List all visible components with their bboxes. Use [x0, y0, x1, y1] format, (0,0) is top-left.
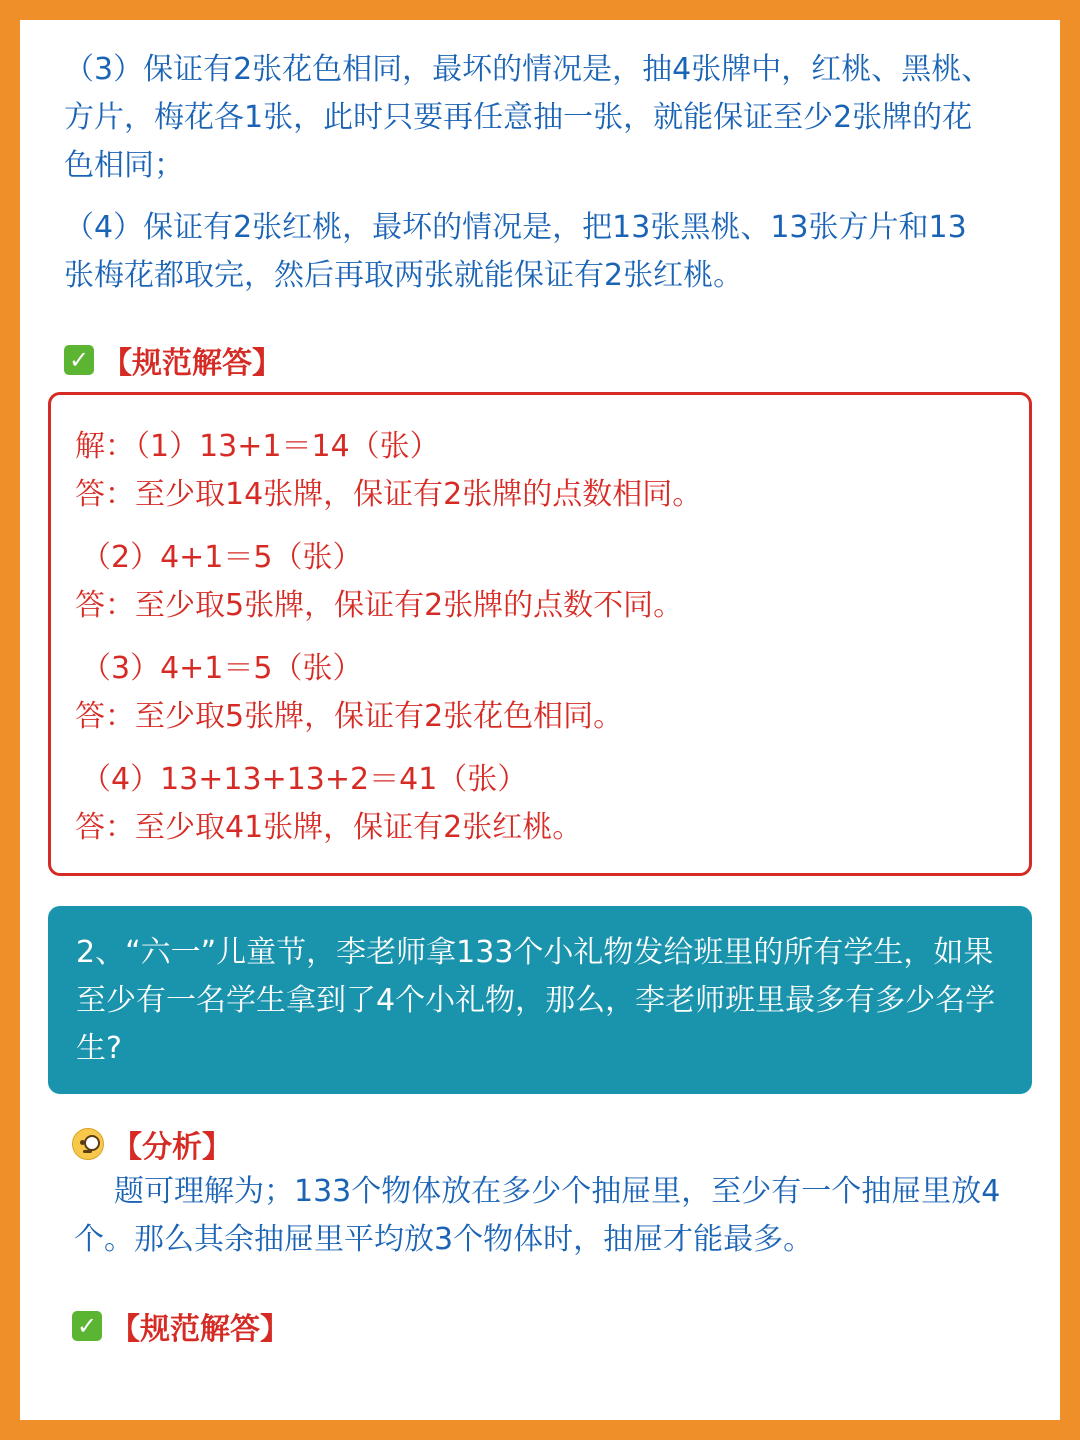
analysis-text: 题可理解为；133个物体放在多少个抽屉里，至少有一个抽屉里放4个。那么其余抽屉里平均放3个物体时，抽屉才能最多。 — [74, 1174, 1001, 1257]
explanation-part-4: （4）保证有2张红桃，最坏的情况是，把13张黑桃、13张方片和13张梅花都取完，然后再取两张就能保证有2张红桃。 — [64, 210, 967, 293]
solution-heading-2 — [72, 1306, 290, 1346]
check-mark-icon: ✓ — [64, 345, 94, 375]
solution-line: 答：至少取14张牌，保证有2张牌的点数相同。 — [75, 477, 703, 512]
solution-heading-2-label: 【规范解答】 — [110, 1312, 290, 1347]
solution-line: 答：至少取5张牌，保证有2张牌的点数不同。 — [75, 588, 684, 623]
content-page — [20, 20, 1060, 1420]
solution-line: （2）4+1＝5（张） — [81, 540, 363, 575]
solution-heading — [64, 340, 282, 380]
check-mark-icon: ✓ — [72, 1311, 102, 1341]
solution-line: 答：至少取5张牌，保证有2张花色相同。 — [75, 699, 624, 734]
analysis-heading-label: 【分析】 — [112, 1130, 232, 1165]
solution-box — [48, 392, 1032, 876]
question-2-box — [48, 906, 1032, 1094]
analysis-heading — [72, 1124, 232, 1164]
monocle-face-icon — [72, 1128, 104, 1160]
solution-line: （4）13+13+13+2＝41（张） — [81, 762, 528, 797]
solution-line: （3）4+1＝5（张） — [81, 651, 363, 686]
question-2-text: 2、“六一”儿童节，李老师拿133个小礼物发给班里的所有学生，如果至少有一名学生拿到了4个小礼物，那么，李老师班里最多有多少名学生? — [76, 935, 996, 1066]
solution-heading-label: 【规范解答】 — [102, 346, 282, 381]
solution-line: 答：至少取41张牌，保证有2张红桃。 — [75, 810, 583, 845]
explanation-part-3: （3）保证有2张花色相同，最坏的情况是，抽4张牌中，红桃、黑桃、方片，梅花各1张，此时只要再任意抽一张，就能保证至少2张牌的花色相同； — [64, 52, 992, 183]
solution-line: 解：（1）13+1＝14（张） — [75, 429, 440, 464]
